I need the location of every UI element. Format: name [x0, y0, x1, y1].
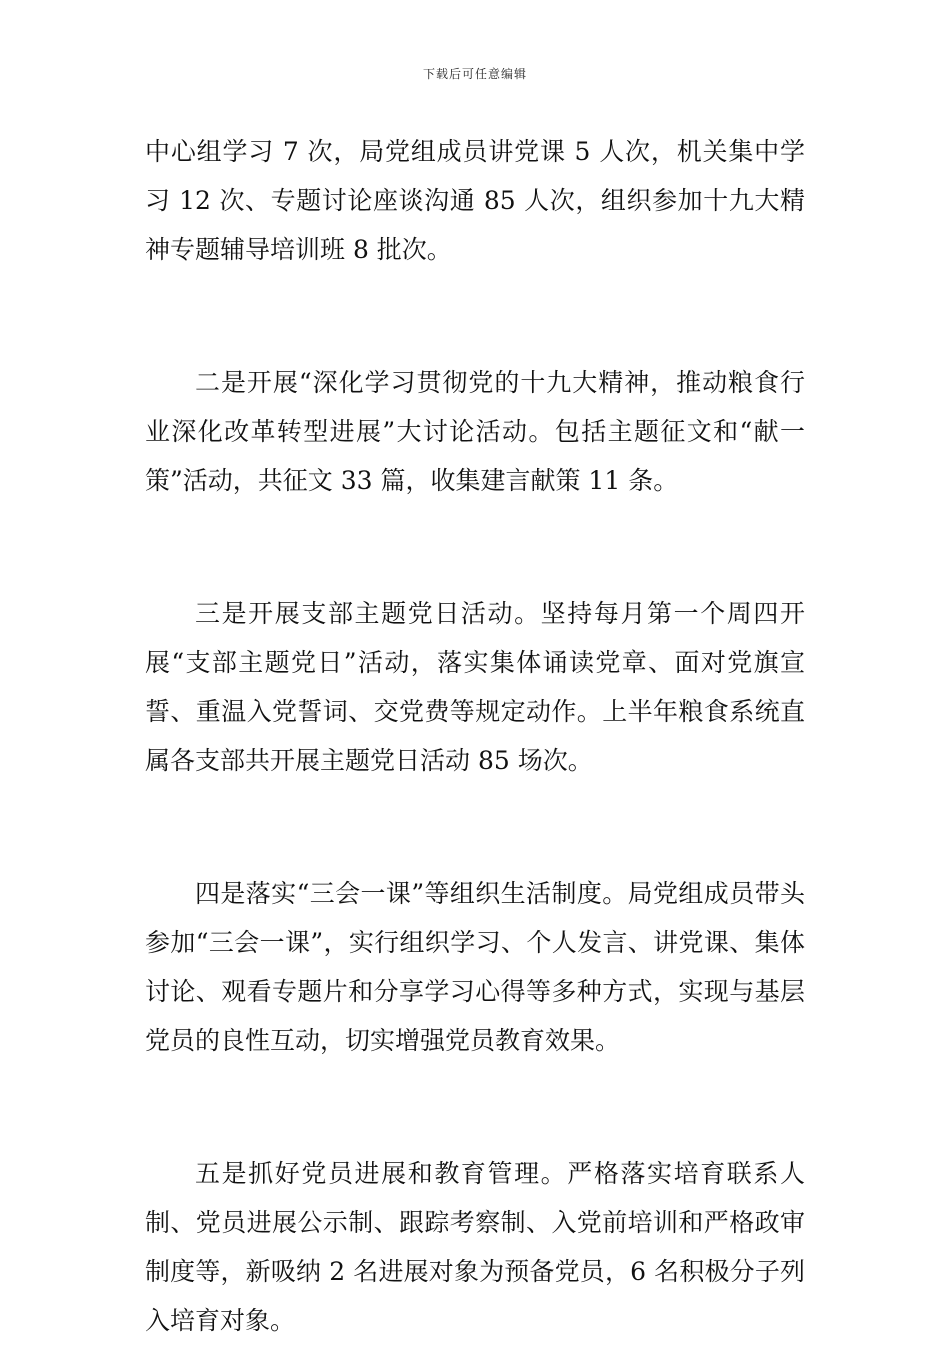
document-body: [145, 127, 805, 1345]
paragraph-discussion-activity: 二是开展“深化学习贯彻党的十九大精神，推动粮食行业深化改革转型进展”大讨论活动。包括主题征文和“献一策”活动，共征文 33 篇，收集建言献策 11 条。: [145, 368, 805, 495]
paragraph-study-summary: 中心组学习 7 次，局党组成员讲党课 5 人次，机关集中学习 12 次、专题讨论座谈沟通 85 人次，组织参加十九大精神专题辅导培训班 8 批次。: [145, 137, 805, 264]
paragraph-organization-system: 四是落实“三会一课”等组织生活制度。局党组成员带头参加“三会一课”，实行组织学习、个人发言、讲党课、集体讨论、观看专题片和分享学习心得等多种方式，实现与基层党员的良性互动，切实增强党员教育效果。: [145, 879, 805, 1055]
header-note: 下载后可任意编辑: [422, 67, 527, 81]
paragraph-member-management: 五是抓好党员进展和教育管理。严格落实培育联系人制、党员进展公示制、跟踪考察制、入党前培训和严格政审制度等，新吸纳 2 名进展对象为预备党员，6 名积极分子列入培育对象。: [145, 1159, 805, 1335]
paragraph-party-day-activity: 三是开展支部主题党日活动。坚持每月第一个周四开展“支部主题党日”活动，落实集体诵读党章、面对党旗宣誓、重温入党誓词、交党费等规定动作。上半年粮食系统直属各支部共开展主题党日活动 85 场次。: [145, 599, 805, 775]
